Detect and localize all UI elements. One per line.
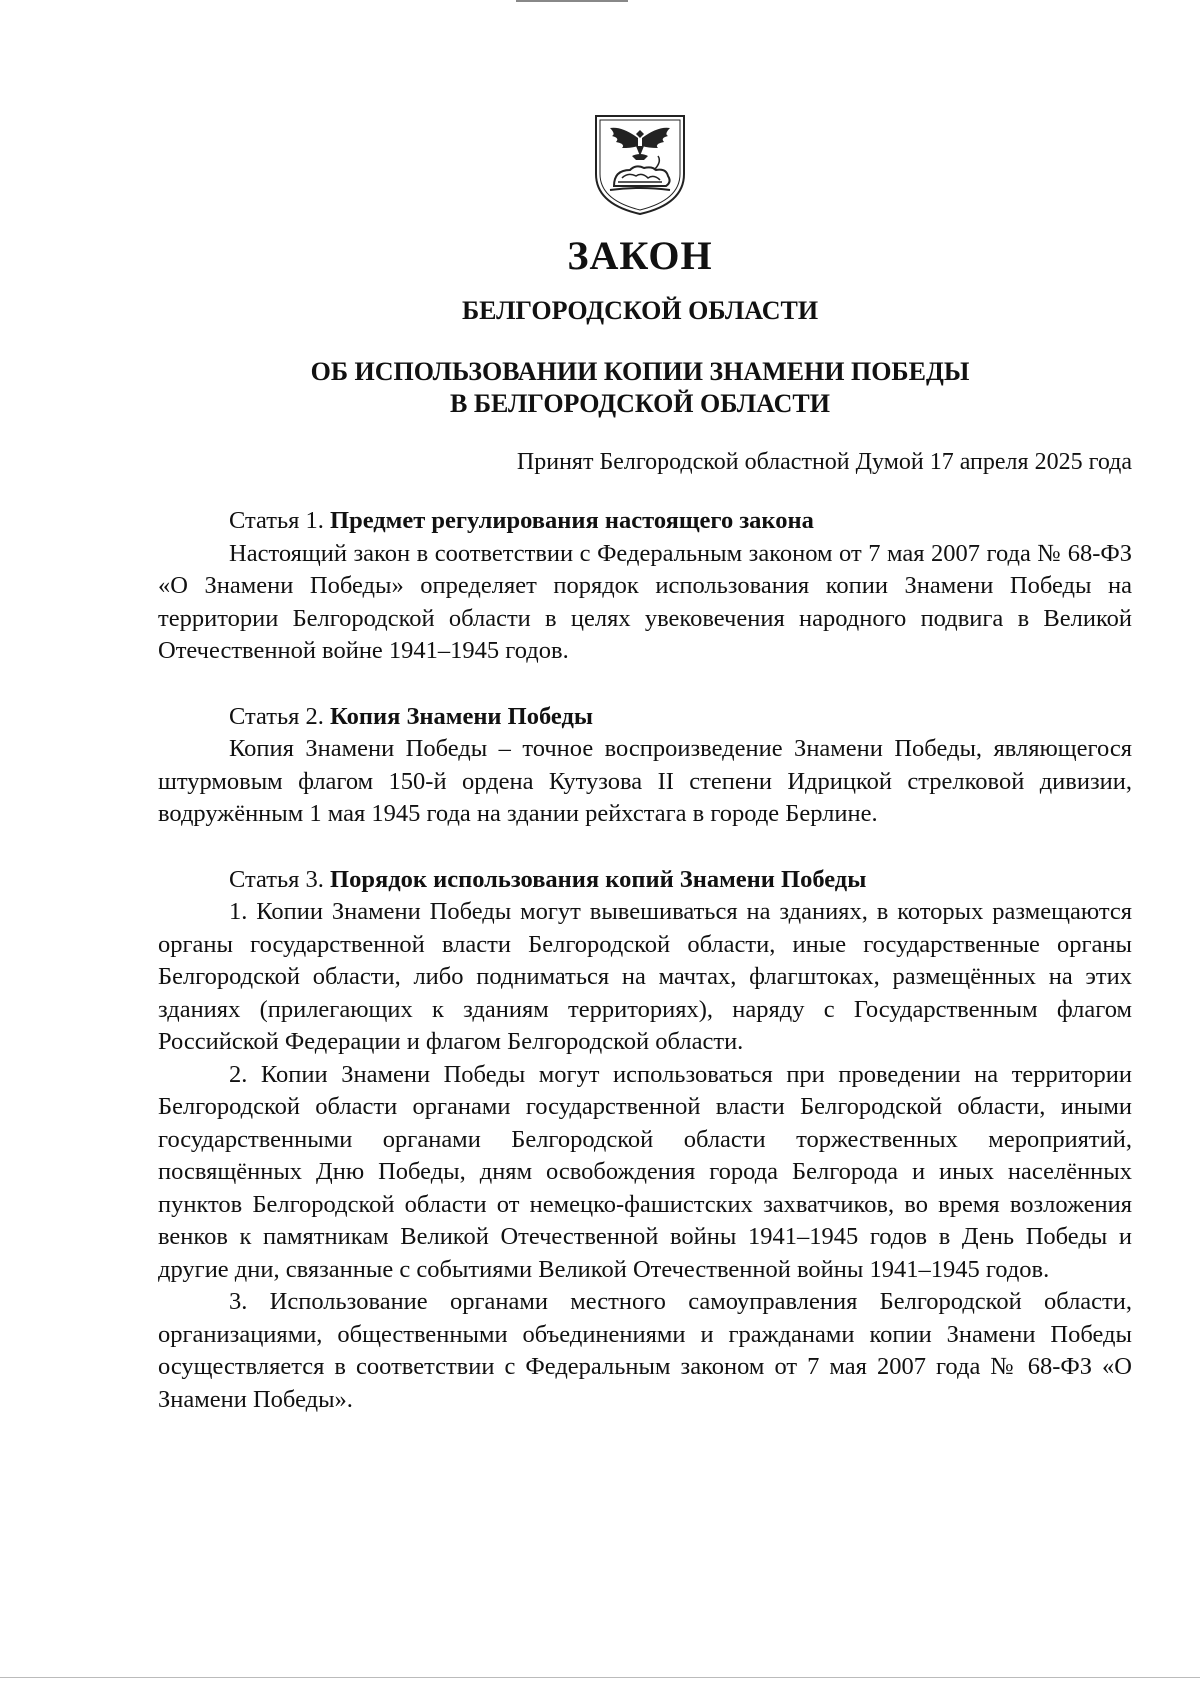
- article-heading: [158, 505, 1132, 538]
- article-label: Статья 1.: [229, 507, 324, 534]
- law-title: ЗАКОН: [567, 233, 713, 278]
- article-heading: [158, 701, 1132, 734]
- article-name: Предмет регулирования настоящего закона: [330, 507, 814, 534]
- article-name: Порядок использования копий Знамени Победы: [330, 865, 867, 893]
- article-paragraph: Настоящий закон в соответствии с Федеральным законом от 7 мая 2007 года № 68-ФЗ «О Знамени Победы» определяет порядок использования копии Знамени Победы на территории Белгородской области в целях увековечения народного подвига в Великой Отечественной войне 1941–1945 годов.: [158, 539, 1132, 664]
- article-3: [158, 864, 1132, 1417]
- subject-title-line1: ОБ ИСПОЛЬЗОВАНИИ КОПИИ ЗНАМЕНИ ПОБЕДЫ: [310, 357, 970, 386]
- article-paragraph: 2. Копии Знамени Победы могут использоваться при проведении на территории Белгородской области органами государственной власти Белгородской области, иными государственными органами Белгородской области торжественных мероприятий, посвящённых Дню Победы, дням освобождения города Белгорода и иных населённых пунктов Белгородской области от немецко-фашистских захватчиков, во время возложения венков к памятникам Великой Отечественной войны 1941–1945 годов в День Победы и другие дни, связанные с событиями Великой Отечественной войны 1941–1945 годов.: [158, 1060, 1132, 1283]
- region-title: БЕЛГОРОДСКОЙ ОБЛАСТИ: [461, 296, 819, 325]
- article-2: [158, 701, 1132, 831]
- article-heading: [158, 864, 1132, 897]
- article-paragraph: Копия Знамени Победы – точное воспроизведение Знамени Победы, являющегося штурмовым флагом 150-й ордена Кутузова II степени Идрицкой стрелковой дивизии, водружённым 1 мая 1945 года на здании рейхстага в городе Берлине.: [158, 735, 1132, 827]
- article-1: [158, 505, 1132, 668]
- law-body: [158, 505, 1132, 1449]
- article-label: Статья 2.: [229, 702, 324, 730]
- subject-title-line2: В БЕЛГОРОДСКОЙ ОБЛАСТИ: [450, 389, 830, 418]
- top-rule: [516, 0, 628, 2]
- article-label: Статья 3.: [229, 865, 324, 893]
- article-paragraph: 1. Копии Знамени Победы могут вывешиваться на зданиях, в которых размещаются органы государственной власти Белгородской области, иные государственные органы Белгородской области, либо подниматься на мачтах, флагштоках, размещённых на этих зданиях (прилегающих к зданиям территориях), наряду с Государственным флагом Российской Федерации и флагом Белгородской области.: [158, 898, 1132, 1055]
- belgorod-coat-of-arms-icon: [592, 112, 688, 216]
- adoption-note: Принят Белгородской областной Думой 17 апреля 2025 года: [516, 449, 1132, 475]
- subject-title: [0, 356, 1200, 420]
- article-name: Копия Знамени Победы: [330, 702, 593, 730]
- article-paragraph: 3. Использование органами местного самоуправления Белгородской области, организациями, общественными объединениями и гражданами копии Знамени Победы осуществляется в соответствии с Федеральным законом от 7 мая 2007 года № 68-ФЗ «О Знамени Победы».: [158, 1288, 1132, 1413]
- bottom-rule: [0, 1677, 1200, 1678]
